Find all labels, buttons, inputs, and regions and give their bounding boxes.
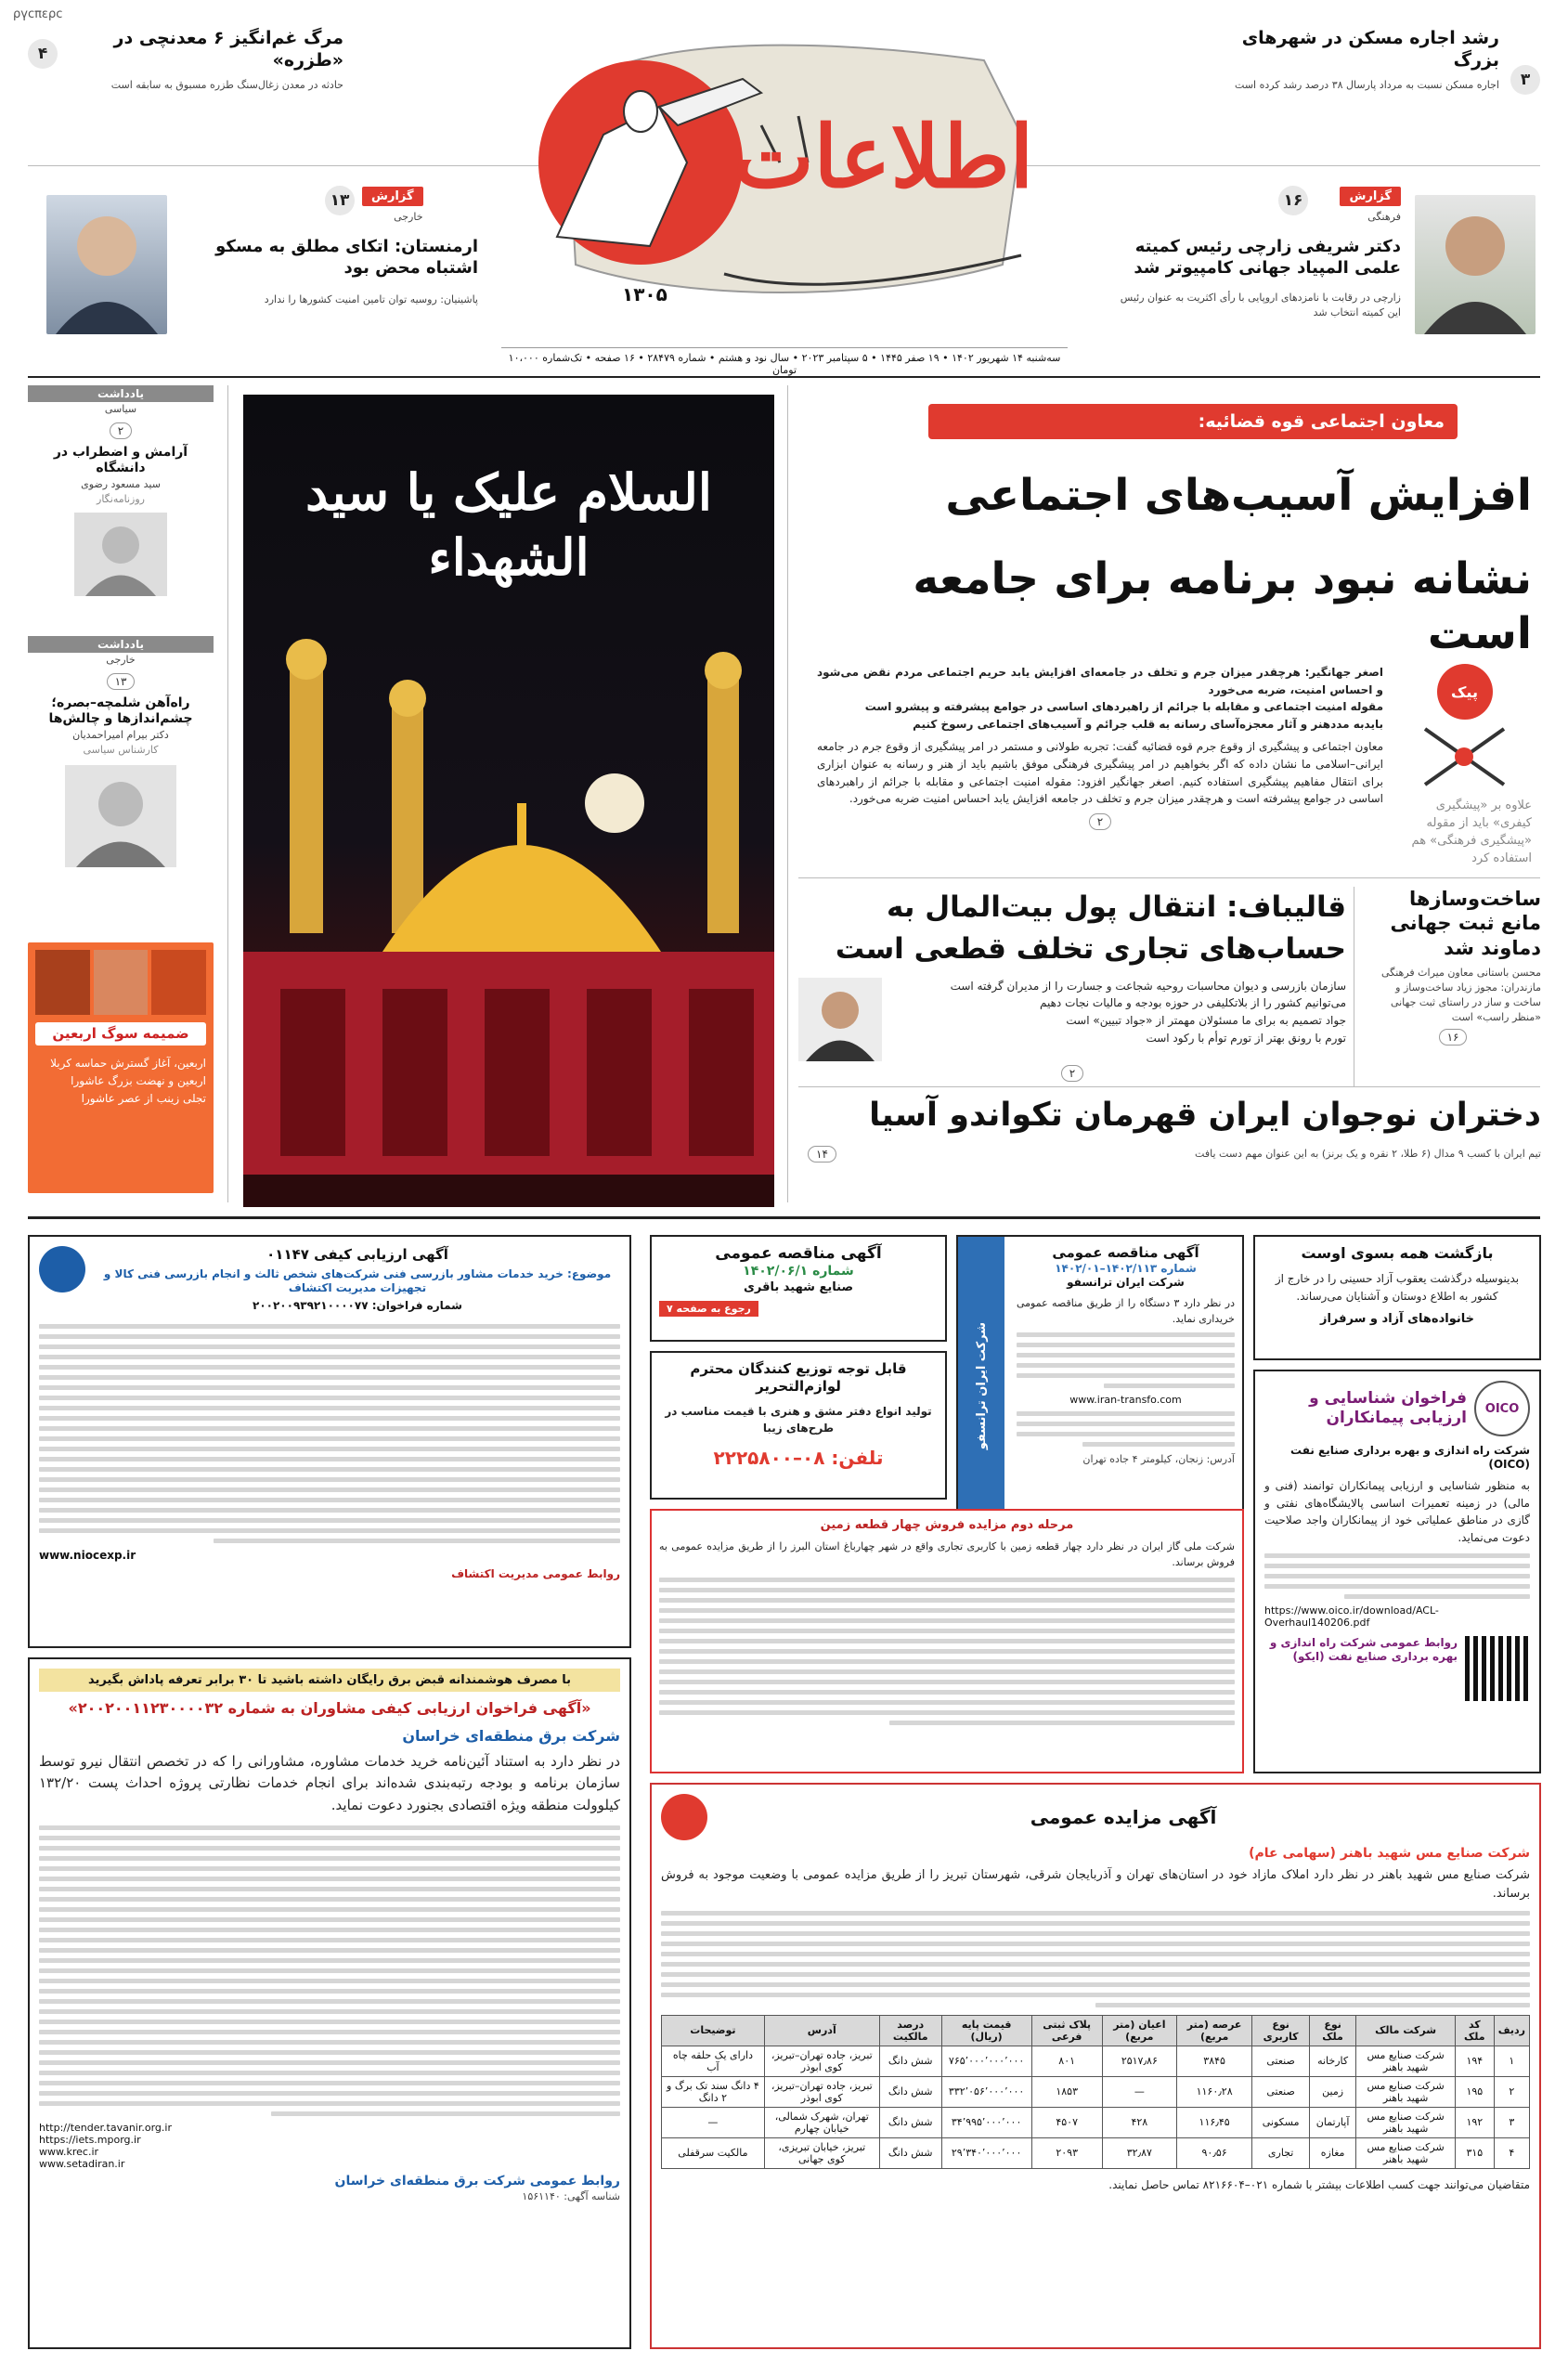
ad-signature: خانواده‌های آزاد و سرفراز [1319, 1312, 1475, 1327]
left-column [28, 385, 214, 1212]
ad-number: شماره فراخوان: ۲۰۰۲۰۰۹۳۹۲۱۰۰۰۰۷۷ [253, 1298, 462, 1312]
person-icon [1415, 195, 1536, 334]
ad-footer: روابط عمومی شرکت برق منطقه‌ای خراسان [334, 2173, 620, 2189]
oico-logo: OICO [1474, 1381, 1530, 1436]
note-title: آرامش و اضطراب در دانشگاه [53, 444, 188, 476]
ad-url[interactable]: www.iran-transfo.com [1069, 1393, 1182, 1406]
lead-story[interactable] [798, 395, 1541, 877]
person-photo [1415, 195, 1536, 334]
emblem-icon [1397, 720, 1532, 794]
ad-text: شرکت صنایع مس شهید باهنر در نظر دارد املاک مازاد خود در استان‌های تهران و آذربایجان شرقی، شهرستان تبریز را از طریق مزایده عمومی با وضعیت موجود به فروش برساند. [661, 1867, 1530, 1901]
table-cell: مسکونی [1252, 2107, 1310, 2137]
qr-code-icon [1465, 1636, 1530, 1701]
ad-company: شرکت برق منطقه‌ای خراسان [402, 1727, 620, 1745]
table-cell: ۱۸۵۳ [1031, 2076, 1102, 2107]
table-cell: ۱۹۵ [1455, 2076, 1494, 2107]
auction-table [661, 2015, 1530, 2169]
report-title: دکتر شریفی زارچی رئیس کمیته علمی المپیاد جهانی کامپیوتر شد [1134, 237, 1401, 278]
ad-url[interactable]: www.krec.ir [39, 2145, 99, 2158]
nioc-logo-icon [39, 1246, 85, 1292]
ad-text: بدینوسیله درگذشت یعقوب آزاد حسینی را در خارج از کشور به اطلاع دوستان و آشنایان می‌رساند. [1275, 1272, 1520, 1303]
page-ref[interactable]: ۱۴ [808, 1146, 836, 1163]
teaser-top-right[interactable] [1206, 28, 1540, 92]
table-cell: ۳۳۲٬۰۵۶٬۰۰۰٬۰۰۰ [941, 2076, 1031, 2107]
table-cell: ۳۸۴۵ [1176, 2046, 1252, 2076]
supplement-item: اربعین و نهضت بزرگ عاشورا [71, 1073, 206, 1087]
table-cell: کارخانه [1309, 2046, 1355, 2076]
table-cell: ۲ [1494, 2076, 1529, 2107]
note-section: سیاسی [104, 403, 137, 415]
table-cell: ۳۱۵ [1455, 2137, 1494, 2168]
story-taekwondo[interactable] [798, 1096, 1541, 1188]
masthead-logo[interactable] [501, 23, 1068, 344]
report-sub: پاشینیان: روسیه توان تامین امنیت کشورها را ندارد [264, 293, 478, 305]
table-header: نوع ملک [1309, 2015, 1355, 2046]
teaser-sub: حادثه در معدن زغال‌سنگ طزره مسبوق به سابقه است [110, 78, 343, 91]
ad-url[interactable]: www.setadiran.ir [39, 2157, 125, 2170]
ad-nioc[interactable] [28, 1235, 631, 1648]
ad-url[interactable]: https://www.oico.ir/download/ACL-Overhaul140206.pdf [1264, 1604, 1439, 1630]
side-text: علاوه بر «پیشگیری کیفری» باید از مقوله «پیشگیری فرهنگی» هم استفاده کرد [1411, 799, 1532, 865]
lead-body: معاون اجتماعی و پیشگیری از وقوع جرم قوه قضائیه گفت: تجربه طولانی و مستمر در امر پیشگیری از وقوع جرم در جامعه ایرانی–اسلامی ما نشان داده که اگر بخواهیم در امر پیشگیری فرهنگی موفق باشیم باید از هنر و رسانه به عنوان ابزاری برای انتقال مفاهیم پیشگیری استفاده کنیم. اصغر جهانگیر افزود: مقوله امنیت اجتماعی و مقابله با جرائم از راهبردهای اساسی در جوامع پیشرفته است و هرچقدر میزان جرم و تخلف در جامعه افزایش یابد احساس امنیت ضربه می‌خورد. [817, 740, 1383, 806]
person-photo [46, 195, 167, 334]
table-cell: تجاری [1252, 2137, 1310, 2168]
ad-text: در نظر دارد به استناد آئین‌نامه خرید خدمات مشاوره، مشاورانی را که در تخصص انتقال نیرو توسط سازمان برنامه و بودجه رتبه‌بندی شده‌اند برای انجام خدمات نظارتی پروژه احداث پست ۱۳۲/۲۰ کیلوولت منطقه ویژه اقتصادی بجنورد دعوت نماید. [39, 1753, 620, 1813]
ad-url[interactable]: https://iets.mporg.ir [39, 2133, 141, 2146]
lead-kicker: معاون اجتماعی قوه قضائیه: [928, 404, 1458, 439]
table-cell: زمین [1309, 2076, 1355, 2107]
ad-obituary[interactable] [1253, 1235, 1541, 1360]
report-left[interactable] [28, 181, 492, 339]
table-cell: ۱۹۴ [1455, 2046, 1494, 2076]
table-cell: — [662, 2107, 765, 2137]
story-headline: دختران نوجوان ایران قهرمان تکواندو آسیا [869, 1097, 1541, 1134]
story-damavand[interactable] [1365, 887, 1541, 1086]
report-title: ارمنستان: اتکای مطلق به مسکو اشتباه محض بود [215, 237, 478, 278]
supplement-item: تجلی زینب از عصر عاشورا [81, 1092, 206, 1106]
story-bullets [889, 978, 1346, 1061]
table-cell: — [1102, 2076, 1176, 2107]
ad-oico[interactable] [1253, 1370, 1541, 1773]
table-cell: ۳ [1494, 2107, 1529, 2137]
table-header: کد ملک [1455, 2015, 1494, 2046]
supplement-box[interactable] [28, 942, 214, 1193]
note-tag: یادداشت [28, 636, 214, 653]
ad-footer: متقاضیان می‌توانند جهت کسب اطلاعات بیشتر با شماره ۰۲۱–۸۲۱۶۶۰۴ تماس حاصل نمایند. [1108, 2177, 1530, 2191]
teaser-title: مرگ غم‌انگیز ۶ معدنچی در «طزره» [113, 28, 343, 71]
table-cell: شرکت صنایع مس شهید باهنر [1356, 2107, 1456, 2137]
table-cell: ۴ دانگ سند تک برگ و ۲ دانگ [662, 2076, 765, 2107]
lead-bullet: مقوله امنیت اجتماعی و مقابله با جرائم از راهبردهای اساسی در جوامع پیشرفته و پیشرو است [864, 700, 1383, 714]
page-badge: ۱۶ [1278, 186, 1308, 215]
story-bullet: جواد تصمیم به برای ما مسئولان مهمتر از «جواد تبیین» است [1066, 1014, 1346, 1028]
person-icon [46, 195, 167, 334]
table-header: آدرس [764, 2015, 879, 2046]
ad-transfo-tender[interactable] [956, 1235, 1244, 1537]
table-header: شرکت مالک [1356, 2015, 1456, 2046]
ad-banner: با مصرف هوشمندانه قبض برق رایگان داشته باشید تا ۳۰ برابر تعرفه پاداش بگیرید [39, 1669, 620, 1692]
ad-text: به منظور شناسایی و ارزیابی پیمانکاران توانمند (فنی و مالی) در زمینه تعمیرات اساسی پالایشگاه‌های نفتی و گازی در مناطق عملیاتی خود از پیمانکاران واجد صلاحیت دعوت می‌نماید. [1264, 1479, 1530, 1544]
person-icon [65, 765, 176, 867]
ad-footer: روابط عمومی مدیریت اکتشاف [451, 1566, 620, 1580]
table-header: نوع کاربری [1252, 2015, 1310, 2046]
table-cell: ۱ [1494, 2046, 1529, 2076]
table-cell: ۴۲۸ [1102, 2107, 1176, 2137]
table-row [662, 2046, 1530, 2076]
table-cell: تبریز، جاده تهران–تبریز، کوی ابوذر [764, 2076, 879, 2107]
table-cell: شش دانگ [879, 2107, 941, 2137]
table-cell: ۹۰٫۵۶ [1176, 2137, 1252, 2168]
note-tag: یادداشت [28, 385, 214, 402]
note-author: دکتر بیرام امیراحمدیان [72, 728, 169, 741]
report-section: فرهنگی [1367, 211, 1401, 223]
table-cell: شش دانگ [879, 2076, 941, 2107]
arbaeen-poster[interactable] [243, 395, 774, 1207]
ad-title: آگهی ارزیابی کیفی ۰۱۱۴۷ [266, 1246, 448, 1263]
ad-distribution[interactable] [650, 1351, 947, 1500]
teaser-top-left[interactable] [28, 28, 343, 92]
ad-title: آگهی مزایده عمومی [1030, 1805, 1217, 1828]
ad-copper-auction[interactable] [650, 1783, 1541, 2349]
story-bullet: می‌توانیم کشور را از بلاتکلیفی در حوزه بودجه و مالیات نجات دهیم [1039, 996, 1346, 1010]
story-bullet: سازمان بازرسی و دیوان محاسبات روحیه شجاعت و جسارت را از مدیران گرفته است [950, 979, 1346, 993]
story-sub: تیم ایران با کسب ۹ مدال (۶ طلا، ۲ نقره و یک برنز) به این عنوان مهم دست یافت [1195, 1147, 1541, 1160]
ad-links [39, 2122, 620, 2170]
ad-title: قابل توجه توزیع کنندگان محترم لوازم‌التحریر [690, 1360, 907, 1395]
lead-headline-2: نشانه نبود برنامه برای جامعه است [913, 553, 1532, 659]
ad-url[interactable]: http://tender.tavanir.org.ir [39, 2121, 172, 2134]
transfo-vertical: شرکت ایران ترانسفو [958, 1237, 1004, 1535]
logo-year: ۱۳۰۵ [622, 283, 667, 305]
page-ref[interactable]: ۲ [1061, 1065, 1083, 1082]
table-cell: ۳۲٫۸۷ [1102, 2137, 1176, 2168]
page-ref[interactable]: ۲ [1089, 813, 1111, 830]
note-author: سید مسعود رضوی [81, 477, 161, 490]
note-role: کارشناس سیاسی [83, 743, 159, 756]
ad-title: فراخوان شناسایی و ارزیابی پیمانکاران [1309, 1388, 1467, 1427]
table-cell: آپارتمان [1309, 2107, 1355, 2137]
table-cell: تهران، شهرک شمالی، خیابان چهارم [764, 2107, 879, 2137]
page-badge: ۱۳ [107, 673, 136, 690]
person-icon [74, 513, 167, 596]
note-2[interactable] [28, 636, 214, 942]
table-row [662, 2076, 1530, 2107]
ad-title: مرحله دوم مزایده فروش چهار قطعه زمین [820, 1518, 1074, 1532]
ad-number: شماره ۱۴۰۲/۰۶/۱ [743, 1264, 854, 1279]
page-badge: ۳ [1510, 65, 1540, 95]
table-cell: ۲۰۹۳ [1031, 2137, 1102, 2168]
ad-title: «آگهی فراخوان ارزیابی کیفی مشاوران به شماره ۲۰۰۲۰۰۱۱۲۳۰۰۰۰۳۲» [68, 1699, 591, 1717]
table-cell: ۸۰۱ [1031, 2046, 1102, 2076]
page-ref[interactable]: رجوع به صفحه ۷ [659, 1301, 758, 1317]
table-cell: ۲۹٬۳۴۰٬۰۰۰٬۰۰۰ [941, 2137, 1031, 2168]
shrine-illustration [243, 395, 774, 1207]
story-headline: قالیباف: انتقال پول بیت‌المال به حساب‌های تجاری تخلف قطعی است [835, 890, 1346, 966]
ad-title: بازگشت همه بسوی اوست [1301, 1244, 1494, 1262]
table-cell: دارای یک حلقه چاه آب [662, 2046, 765, 2076]
ad-text: در نظر دارد ۳ دستگاه را از طریق مناقصه عمومی خریداری نماید. [1017, 1296, 1235, 1325]
date-line: سه‌شنبه ۱۴ شهریور ۱۴۰۲ • ۱۹ صفر ۱۴۴۵ • ۵ سپتامبر ۲۰۲۳ • سال نود و هشتم • شماره ۲۸۴۷۹ • ۱۶ صفحه • تک‌شماره ۱۰،۰۰۰ تومان [501, 347, 1068, 376]
ad-text: شرکت ملی گاز ایران در نظر دارد چهار قطعه زمین با کاربری تجاری واقع در شهر چهارباغ استان البرز را از طریق مزایده عمومی به فروش برساند. [659, 1540, 1235, 1569]
note-section: خارجی [106, 654, 136, 666]
table-cell: ۴۵۰۷ [1031, 2107, 1102, 2137]
page-ref[interactable]: ۱۶ [1439, 1029, 1468, 1046]
report-tag: گزارش [1340, 187, 1401, 206]
table-cell: ۷۶۵٬۰۰۰٬۰۰۰٬۰۰۰ [941, 2046, 1031, 2076]
table-header: ردیف [1494, 2015, 1529, 2046]
author-photo [65, 765, 176, 867]
note-role: روزنامه‌نگار [97, 492, 145, 505]
note-1[interactable] [28, 385, 214, 636]
corner-code: ρүcπερc [13, 7, 63, 21]
table-cell: شش دانگ [879, 2137, 941, 2168]
ad-company: شرکت راه اندازی و بهره برداری صنایع نفت (OICO) [1290, 1444, 1530, 1471]
ad-number: شماره ۱۴۰۲/۱۱۳–۱۴۰۲/۰۱ [1055, 1261, 1197, 1275]
table-cell: تبریز، جاده تهران–تبریز، کوی ابوذر [764, 2046, 879, 2076]
table-cell: شرکت صنایع مس شهید باهنر [1356, 2076, 1456, 2107]
table-cell: ۳۴٬۹۹۵٬۰۰۰٬۰۰۰ [941, 2107, 1031, 2137]
table-cell: صنعتی [1252, 2076, 1310, 2107]
table-row [662, 2107, 1530, 2137]
report-tag: گزارش [362, 187, 423, 206]
table-cell: مالکیت سرقفلی [662, 2137, 765, 2168]
logo-text: اطلاعات [733, 107, 1034, 207]
teaser-title: رشد اجاره مسکن در شهرهای بزرگ [1241, 28, 1499, 71]
qalibaf-photo [798, 978, 882, 1061]
side-icon-box [1437, 664, 1493, 720]
lead-bullets [817, 664, 1383, 830]
report-section: خارجی [394, 211, 423, 223]
lead-bullet: بایدبه مددهنر و آثار معجزه‌آسای رسانه به قلب جرائم و آسیب‌های اجتماعی رسوخ کنیم [913, 717, 1383, 731]
ad-company: شرکت صنایع مس شهید باهنر (سهامی عام) [1249, 1846, 1530, 1861]
table-cell: صنعتی [1252, 2046, 1310, 2076]
note-title: راه‌آهن شلمچه–بصره؛ چشم‌اندازها و چالش‌ها [48, 695, 193, 727]
story-headline: ساخت‌وسازها مانع ثبت جهانی دماوند شد [1390, 888, 1541, 959]
table-cell: شرکت صنایع مس شهید باهنر [1356, 2046, 1456, 2076]
company-logo-icon [661, 1794, 707, 1840]
ad-url[interactable]: www.niocexp.ir [39, 1548, 136, 1562]
table-row [662, 2137, 1530, 2168]
table-cell: شش دانگ [879, 2046, 941, 2076]
story-qalibaf[interactable] [798, 887, 1346, 1082]
table-cell: ۱۹۲ [1455, 2107, 1494, 2137]
side-icon-label: پیک [1451, 682, 1478, 701]
person-icon [798, 978, 882, 1061]
ad-company: شرکت ایران ترانسفو [1067, 1275, 1185, 1289]
table-cell: تبریز، خیابان تبریزی، کوی جهانی [764, 2137, 879, 2168]
page-badge: ۴ [28, 39, 58, 69]
page-badge: ۱۳ [325, 186, 355, 215]
story-bullet: تورم با رونق بهتر از تورم توأم با رکود است [1146, 1031, 1346, 1045]
ad-footer: روابط عمومی شرکت راه اندازی و بهره برداری صنایع نفت (ایکو) [1269, 1636, 1458, 1664]
table-header: توضیحات [662, 2015, 765, 2046]
ad-khorasan[interactable] [28, 1657, 631, 2349]
table-header: درصد مالکیت [879, 2015, 941, 2046]
ad-id: شناسه آگهی: ۱۵۶۱۱۴۰ [522, 2190, 620, 2203]
table-header: پلاک ثبتی فرعی [1031, 2015, 1102, 2046]
lead-side [1397, 664, 1532, 867]
ad-phone: تلفن: ۰۸–۲۲۲۵۸۰۰ [713, 1446, 884, 1469]
lead-bullet: اصغر جهانگیر: هرچقدر میزان جرم و تخلف در جامعه‌ای افزایش یابد حریم اجتماعی مردم نقض می‌شود و احساس امنیت، ضربه می‌خورد [817, 666, 1383, 696]
ad-title: آگهی مناقصه عمومی [715, 1244, 882, 1263]
ad-public-tender[interactable] [650, 1235, 947, 1342]
supplement-item: اربعین، آغاز گسترش حماسه کربلا [50, 1056, 206, 1070]
supplement-title: ضمیمه سوگ اربعین [35, 1022, 206, 1046]
table-header: اعیان (متر مربع) [1102, 2015, 1176, 2046]
ad-text: تولید انواع دفتر مشق و هنری با قیمت مناسب در طرح‌های زیبا [665, 1404, 932, 1435]
poster-calligraphy: السلام علیک یا سید الشهداء [305, 462, 712, 588]
story-body: محسن باستانی معاون میراث فرهنگی مازندران: مجوز زیاد ساخت‌وساز و ساخت و ساز در راستای ثبت جهانی «منظر راسب» است [1380, 966, 1541, 1023]
teaser-sub: اجاره مسکن نسبت به مرداد پارسال ۳۸ درصد رشد کرده است [1235, 78, 1499, 91]
table-cell: ۱۱۶٫۴۵ [1176, 2107, 1252, 2137]
table-cell: ۴ [1494, 2137, 1529, 2168]
table-cell: مغازه [1309, 2137, 1355, 2168]
table-header: عرصه (متر مربع) [1176, 2015, 1252, 2046]
page-badge: ۲ [110, 422, 132, 439]
report-sub: زارچی در رقابت با نامزدهای اروپایی با رأی اکثریت به عنوان رئیس این کمیته انتخاب شد [1120, 292, 1401, 318]
ad-sub: موضوع: خرید خدمات مشاور بازرسی فنی شرکت‌های شخص ثالث و انجام بازرسی فنی کالا و تجهیزات مدیریت اکتشاف [103, 1266, 612, 1294]
ad-org: صنایع شهید باقری [743, 1279, 854, 1294]
report-right[interactable] [1104, 181, 1540, 339]
ad-gas-auction[interactable] [650, 1509, 1244, 1773]
ad-title: آگهی مناقصه عمومی [1052, 1244, 1199, 1261]
table-header: قیمت پایه (ریال) [941, 2015, 1031, 2046]
table-cell: ۱۱۶۰٫۲۸ [1176, 2076, 1252, 2107]
supplement-photos [35, 950, 206, 1015]
table-cell: ۲۵۱۷٫۸۶ [1102, 2046, 1176, 2076]
ad-address: آدرس: زنجان، کیلومتر ۴ جاده تهران [1082, 1452, 1235, 1465]
lead-headline-1: افزایش آسیب‌های اجتماعی [945, 470, 1532, 521]
author-photo [74, 513, 167, 596]
table-cell: شرکت صنایع مس شهید باهنر [1356, 2137, 1456, 2168]
